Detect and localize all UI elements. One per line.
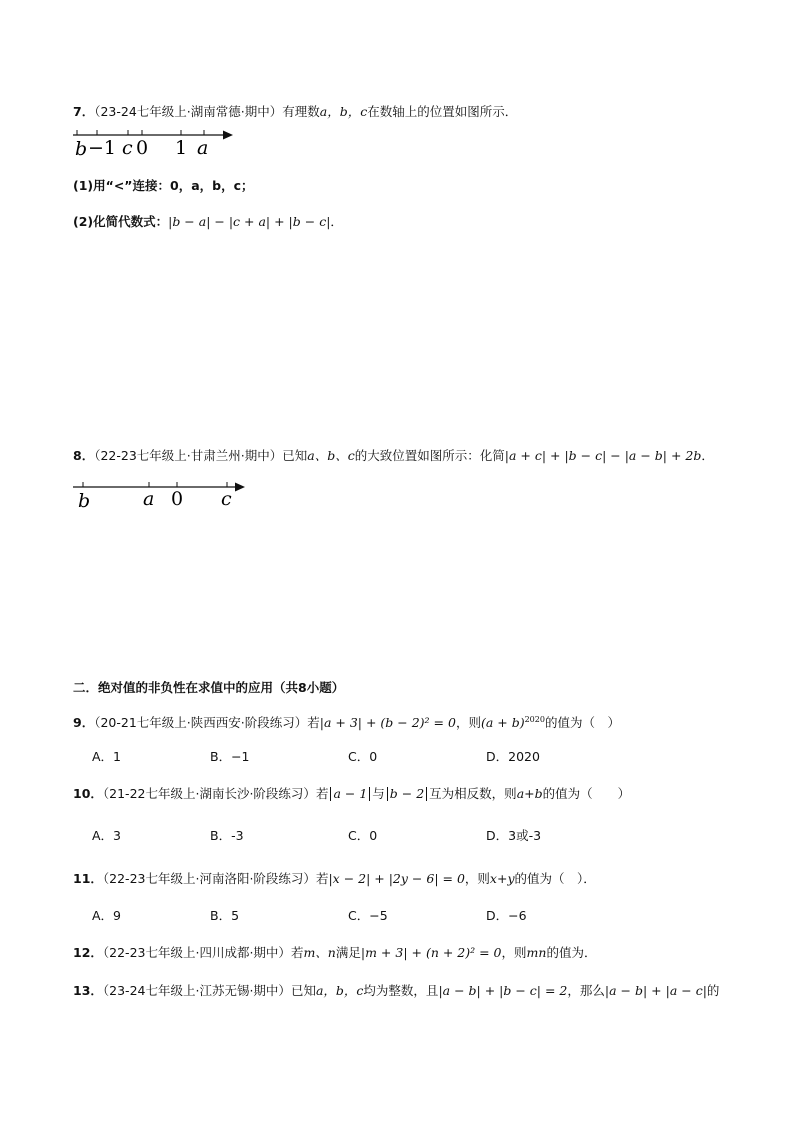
q7-number: 7．: [73, 104, 95, 119]
q12-number: 12．: [73, 945, 103, 960]
q12-stem: [73, 944, 596, 962]
q10-option-d: D．3或-3: [486, 828, 542, 843]
q7-label-b: b: [75, 138, 88, 160]
q7-part2-expr: |b − a| − |c + a| + |b − c|: [168, 214, 331, 229]
q7-stem: [73, 103, 517, 121]
q10-source: （21-22七年级上·湖南长沙·阶段练习）: [102, 786, 316, 801]
q8-expr: |a + c| + |b − c| − |a − b| + 2b: [504, 448, 702, 463]
q13-stem: [73, 982, 719, 1000]
q13-stem-a: 已知: [290, 983, 316, 998]
q7-label-1: 1: [175, 137, 188, 159]
q9-stem-c: 的值为（ ）: [544, 715, 620, 731]
q13-number: 13．: [73, 983, 103, 998]
q8-number-line: [73, 478, 253, 512]
q11-cond: |x − 2| + |2y − 6| = 0: [328, 871, 465, 886]
q7-label-a: a: [197, 137, 209, 159]
q7-part2-prefix: (2)化简代数式：: [73, 214, 169, 229]
q12-vars: m、n: [303, 945, 336, 960]
q7-number-line: [73, 126, 243, 160]
q12-stem-b: 满足: [335, 945, 361, 960]
q10-number: 10．: [73, 786, 103, 801]
q7-label-minus1: −1: [88, 137, 117, 159]
q12-cond: |m + 3| + (n + 2)² = 0: [360, 945, 502, 960]
q8-stem-b: 的大致位置如图所示：化简: [354, 448, 505, 463]
q11-option-c: C．−5: [348, 908, 388, 923]
q7-source: （23-24七年级上·湖南常德·期中）: [94, 104, 283, 119]
q8-end: ．: [701, 448, 714, 463]
q10-abs2: b − 2: [387, 787, 427, 801]
q13-source: （23-24七年级上·江苏无锡·期中）: [102, 983, 291, 998]
q9-option-c: C．0: [348, 749, 378, 764]
q13-target: |a − b| + |a − c|: [604, 983, 707, 998]
q8-label-0: 0: [171, 488, 184, 510]
q10-stem-b: 互为相反数，则: [429, 786, 517, 801]
q7-part1-prefix: (1)用“<”连接：: [73, 178, 171, 193]
q7-part1-vals: 0，a，b，c；: [170, 178, 254, 193]
q9-exponent: 2020: [524, 715, 545, 724]
q9-number: 9．: [73, 715, 95, 731]
q11-number: 11．: [73, 871, 103, 886]
q9-stem-b: ，则: [455, 715, 481, 731]
q10-stem-a: 若: [315, 786, 329, 801]
q7-part1: [73, 177, 254, 195]
q8-number: 8．: [73, 448, 95, 463]
q9-stem-a: 若: [307, 715, 320, 731]
q8-label-b: b: [78, 490, 91, 512]
q11-stem-a: 若: [315, 871, 329, 886]
q7-label-0: 0: [136, 137, 149, 159]
q11-option-b: B．5: [210, 908, 240, 923]
q7-vars: a，b，c: [319, 104, 368, 119]
q12-stem-d: 的值为．: [546, 945, 597, 960]
q13-stem-c: ，那么: [567, 983, 605, 998]
q10-target: a+b: [516, 786, 543, 801]
q10-option-c: C．0: [348, 828, 378, 843]
section2-title: 二．绝对值的非负性在求值中的应用（共8小题）: [73, 680, 345, 695]
q9-cond: |a + 3| + (b − 2)² = 0: [319, 715, 456, 731]
q7-part2-end: ．: [330, 214, 343, 229]
q8-stem: [73, 447, 714, 465]
q12-stem-c: ，则: [501, 945, 527, 960]
q13-vars: a，b，c: [315, 983, 364, 998]
q8-source: （22-23七年级上·甘肃兰州·期中）: [94, 448, 283, 463]
q10-option-b: B．-3: [210, 828, 244, 843]
q11-source: （22-23七年级上·河南洛阳·阶段练习）: [102, 871, 316, 886]
q11-stem-c: 的值为（ ）．: [514, 871, 596, 886]
q7-label-c: c: [122, 137, 133, 159]
q11-option-d: D．−6: [486, 908, 527, 923]
q12-target: mn: [526, 945, 547, 960]
q10-stem-c: 的值为（ ）: [542, 786, 631, 801]
q8-label-a: a: [143, 488, 155, 510]
q11-option-a: A．9: [92, 908, 122, 923]
q9-option-a: A．1: [92, 749, 122, 764]
q8-stem-a: 已知: [282, 448, 308, 463]
q7-stem-b: 在数轴上的位置如图所示．: [367, 104, 518, 119]
q8-label-c: c: [221, 488, 232, 510]
q7-stem-a: 有理数: [282, 104, 320, 119]
q11-stem-b: ，则: [464, 871, 490, 886]
q10-stem: [73, 785, 630, 803]
q12-source: （22-23七年级上·四川成都·期中）: [102, 945, 291, 960]
q12-stem-a: 若: [290, 945, 304, 960]
q11-target: x+y: [489, 871, 515, 886]
q13-stem-d: 的: [706, 983, 720, 998]
q9-stem: [73, 711, 620, 732]
q9-source: （20-21七年级上·陕西西安·阶段练习）: [94, 715, 308, 731]
q11-stem: [73, 870, 596, 888]
q7-part2: [73, 213, 343, 231]
q9-option-d: D．2020: [486, 749, 540, 764]
q9-option-b: B．−1: [210, 749, 250, 764]
q13-cond: |a − b| + |b − c| = 2: [438, 983, 568, 998]
q10-abs1: a − 1: [330, 787, 370, 801]
q8-vars: a、b、c: [307, 448, 355, 463]
q10-option-a: A．3: [92, 828, 122, 843]
q9-target: (a + b): [480, 715, 525, 731]
q10-mid: 与: [372, 786, 385, 801]
q13-stem-b: 均为整数，且: [363, 983, 439, 998]
